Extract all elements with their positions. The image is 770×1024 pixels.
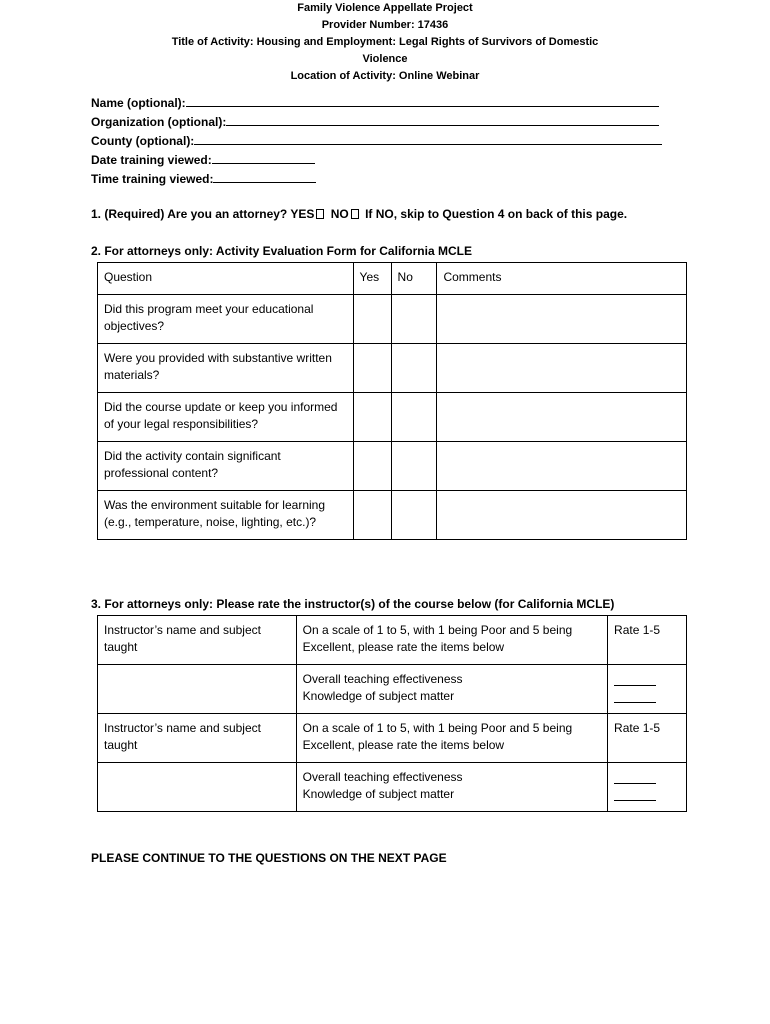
no-cell[interactable] (391, 393, 437, 442)
no-cell[interactable] (391, 344, 437, 393)
yes-cell[interactable] (353, 491, 391, 540)
question-cell: Were you provided with substantive written materials? (98, 344, 354, 393)
header-provider: Provider Number: 17436 (321, 19, 449, 31)
comments-cell[interactable] (437, 442, 687, 491)
instructor-name-cell[interactable]: Instructor’s name and subject taught (98, 714, 297, 763)
rating-items-row (98, 665, 687, 714)
date-viewed-field (91, 151, 315, 167)
rate-input-line[interactable] (614, 786, 656, 801)
mcle-evaluation-table (97, 262, 687, 540)
rate-input-line[interactable] (614, 671, 656, 686)
no-header: No (391, 263, 437, 295)
rating-items-cell (296, 665, 607, 714)
question-cell: Did this program meet your educational objectives? (98, 295, 354, 344)
comments-cell[interactable] (437, 393, 687, 442)
item-teaching-effectiveness: Overall teaching effectiveness (302, 770, 463, 784)
yes-checkbox[interactable] (316, 209, 324, 219)
date-viewed-input-line[interactable] (212, 151, 315, 164)
name-input-line[interactable] (186, 94, 659, 107)
rate-inputs-cell (608, 665, 687, 714)
comments-cell[interactable] (437, 344, 687, 393)
rate-input-line[interactable] (614, 688, 656, 703)
table-row (98, 344, 687, 393)
time-viewed-input-line[interactable] (213, 170, 316, 183)
comments-cell[interactable] (437, 491, 687, 540)
rate-header-cell: Rate 1-5 (608, 714, 687, 763)
header-location: Location of Activity: Online Webinar (290, 70, 480, 82)
organization-field (91, 113, 659, 129)
item-knowledge-subject: Knowledge of subject matter (302, 689, 455, 703)
organization-label: Organization (optional): (91, 115, 227, 129)
yes-header: Yes (353, 263, 391, 295)
rating-items-cell (296, 763, 607, 812)
question-cell: Was the environment suitable for learning (e.g., temperature, noise, lighting, etc.)? (98, 491, 354, 540)
instructor-row (98, 714, 687, 763)
name-field (91, 94, 659, 110)
rate-input-line[interactable] (614, 769, 656, 784)
question-1 (91, 207, 627, 221)
table-row (98, 393, 687, 442)
header-title-line2: Violence (362, 53, 408, 65)
instructor-name-cell[interactable]: Instructor’s name and subject taught (98, 616, 297, 665)
table-row (98, 491, 687, 540)
question-header: Question (98, 263, 354, 295)
yes-cell[interactable] (353, 295, 391, 344)
no-checkbox[interactable] (351, 209, 359, 219)
instructor-row (98, 616, 687, 665)
continue-notice: PLEASE CONTINUE TO THE QUESTIONS ON THE NEXT PAGE (91, 851, 447, 865)
instructor-rating-table (97, 615, 687, 812)
rating-scale-cell: On a scale of 1 to 5, with 1 being Poor and 5 being Excellent, please rate the items below (296, 616, 607, 665)
rate-inputs-cell (608, 763, 687, 812)
table-row (98, 442, 687, 491)
item-teaching-effectiveness: Overall teaching effectiveness (302, 672, 463, 686)
question-1-skip: If NO, skip to Question 4 on back of this page. (365, 207, 628, 221)
time-viewed-label: Time training viewed: (91, 172, 214, 186)
comments-header: Comments (437, 263, 687, 295)
no-cell[interactable] (391, 295, 437, 344)
county-label: County (optional): (91, 134, 195, 148)
date-viewed-label: Date training viewed: (91, 153, 212, 167)
yes-cell[interactable] (353, 344, 391, 393)
item-knowledge-subject: Knowledge of subject matter (302, 787, 455, 801)
blank-cell (98, 665, 297, 714)
county-input-line[interactable] (194, 132, 662, 145)
no-label: NO (330, 207, 349, 221)
rating-items-row (98, 763, 687, 812)
no-cell[interactable] (391, 491, 437, 540)
organization-input-line[interactable] (226, 113, 659, 126)
question-cell: Did the course update or keep you informed of your legal responsibilities? (98, 393, 354, 442)
yes-cell[interactable] (353, 393, 391, 442)
name-label: Name (optional): (91, 96, 186, 110)
comments-cell[interactable] (437, 295, 687, 344)
question-3-title: 3. For attorneys only: Please rate the instructor(s) of the course below (for California MCLE) (91, 597, 615, 611)
header-title-line1: Title of Activity: Housing and Employment: Legal Rights of Survivors of Domestic (171, 36, 599, 48)
table-row (98, 295, 687, 344)
time-viewed-field (91, 170, 316, 186)
question-1-text: 1. (Required) Are you an attorney? YES (91, 207, 315, 221)
rate-header-cell: Rate 1-5 (608, 616, 687, 665)
county-field (91, 132, 662, 148)
rating-scale-cell: On a scale of 1 to 5, with 1 being Poor and 5 being Excellent, please rate the items below (296, 714, 607, 763)
table-header-row (98, 263, 687, 295)
header-org: Family Violence Appellate Project (297, 2, 473, 14)
question-2-title: 2. For attorneys only: Activity Evaluation Form for California MCLE (91, 244, 472, 258)
question-cell: Did the activity contain significant professional content? (98, 442, 354, 491)
no-cell[interactable] (391, 442, 437, 491)
yes-cell[interactable] (353, 442, 391, 491)
blank-cell (98, 763, 297, 812)
